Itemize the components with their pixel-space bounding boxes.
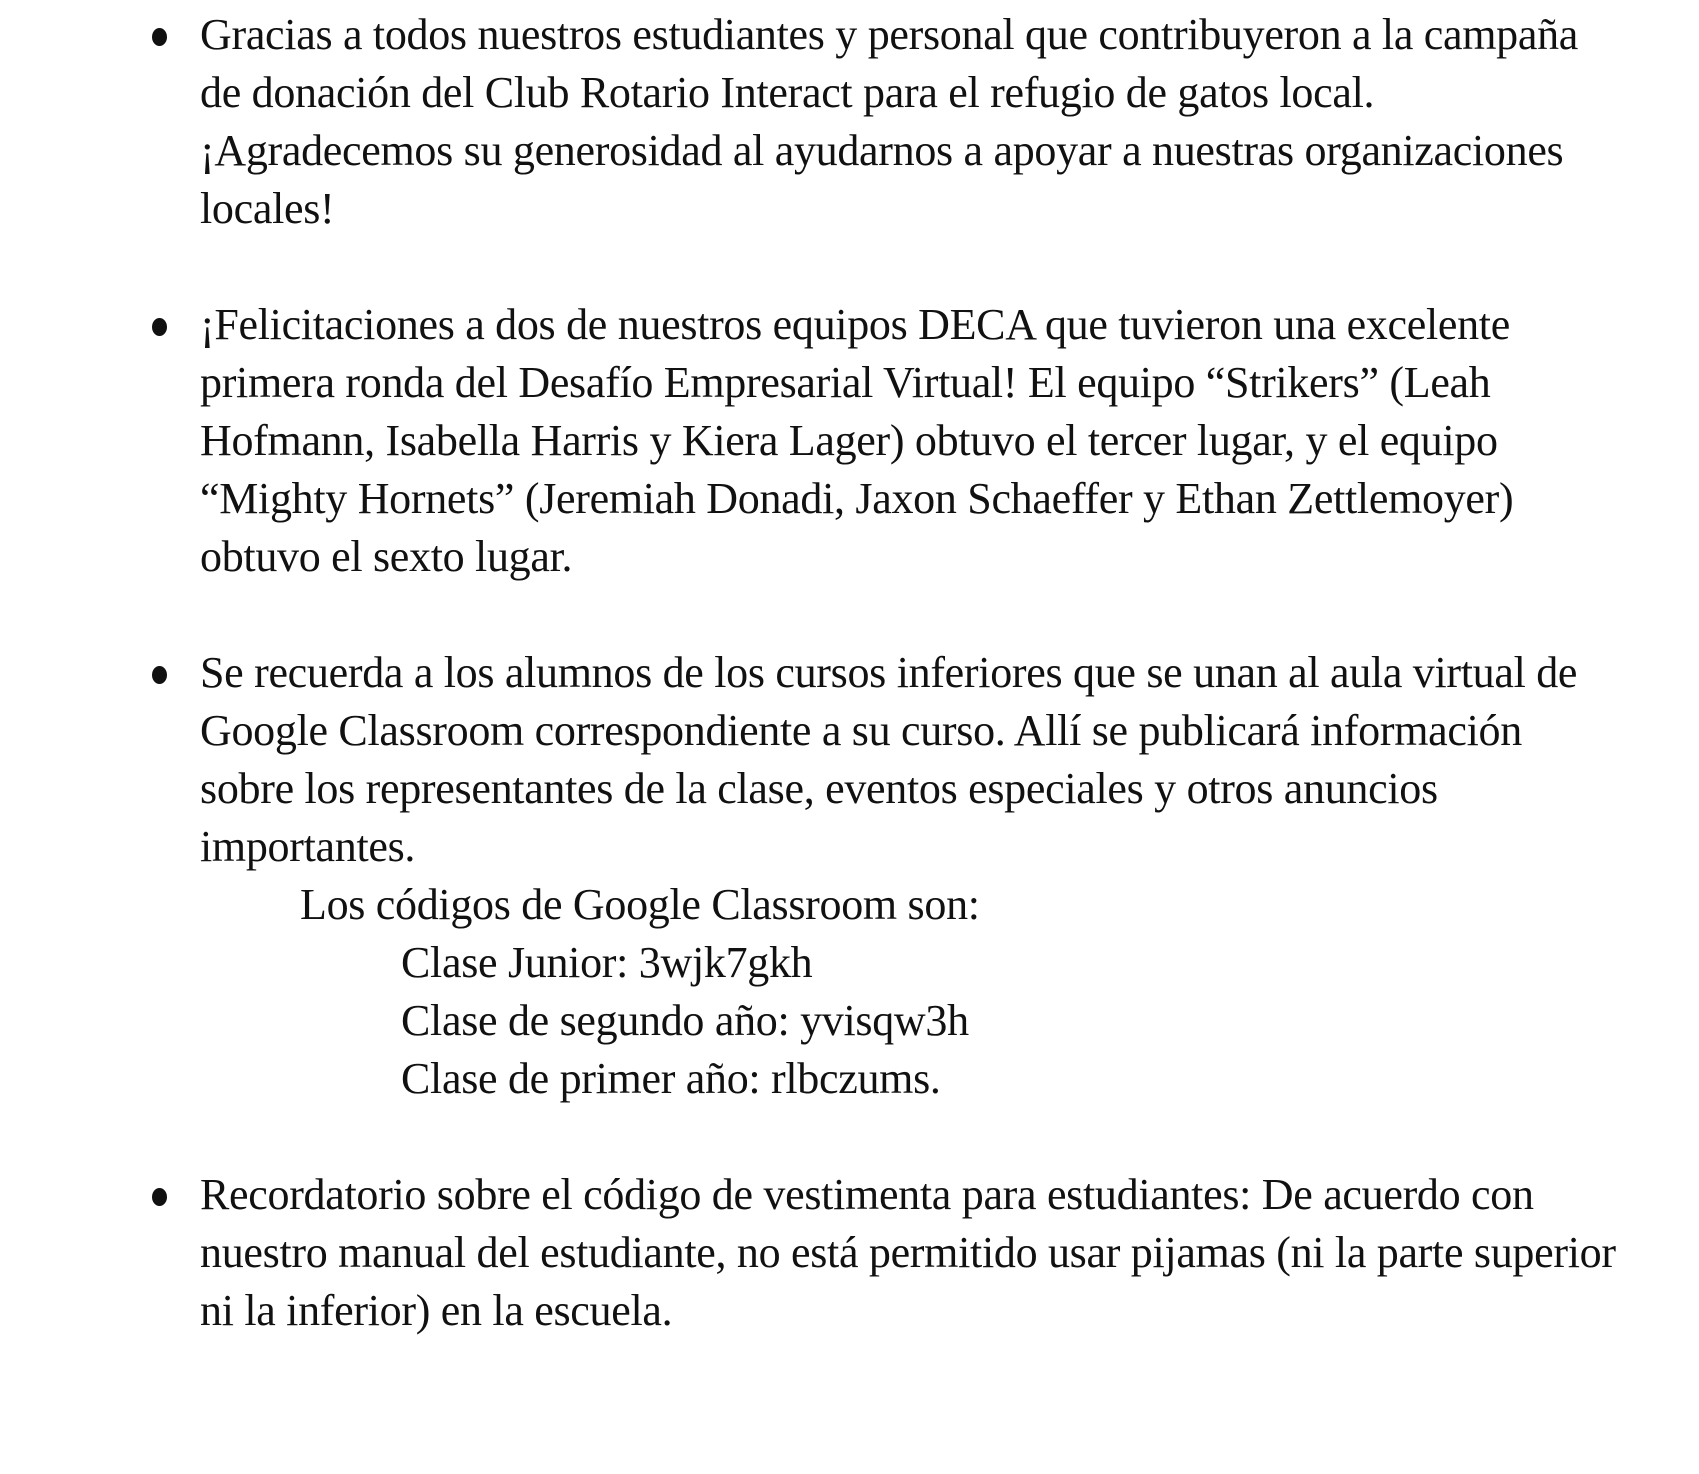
- classroom-codes-list: [200, 934, 1620, 1108]
- announcement-item-classroom: [150, 644, 1620, 1108]
- announcement-text: Gracias a todos nuestros estudiantes y personal que contribuyeron a la campaña de donación del Club Rotario Interact para el refugio de gatos local. ¡Agradecemos su generosidad al ayudarnos a apoyar a nuestras organizaciones locales!: [200, 10, 1579, 233]
- announcement-item-deca: [150, 296, 1620, 586]
- announcement-list: [150, 6, 1620, 1340]
- classroom-code-sophomore: Clase de segundo año: yvisqw3h: [401, 996, 969, 1045]
- classroom-codes-intro: Los códigos de Google Classroom son:: [300, 880, 980, 929]
- bullet-icon: [152, 28, 167, 46]
- bullet-icon: [152, 666, 167, 684]
- announcement-item-dress-code: [150, 1166, 1620, 1340]
- announcement-text: Se recuerda a los alumnos de los cursos inferiores que se unan al aula virtual de Google Classroom correspondiente a su curso. Allí se publicará información sobre los representantes de la clase, eventos especiales y otros anuncios importantes.: [200, 648, 1578, 871]
- bullet-icon: [152, 318, 167, 336]
- classroom-code-freshman: Clase de primer año: rlbczums.: [401, 1054, 941, 1103]
- announcement-text: ¡Felicitaciones a dos de nuestros equipos DECA que tuvieron una excelente primera ronda del Desafío Empresarial Virtual! El equipo “Strikers” (Leah Hofmann, Isabella Harris y Kiera Lager) obtuvo el tercer lugar, y el equipo “Mighty Hornets” (Jeremiah Donadi, Jaxon Schaeffer y Ethan Zettlemoyer) obtuvo el sexto lugar.: [200, 300, 1514, 581]
- announcement-item-donation: [150, 6, 1620, 238]
- announcement-text: Recordatorio sobre el código de vestimenta para estudiantes: De acuerdo con nuestro manual del estudiante, no está permitido usar pijamas (ni la parte superior ni la inferior) en la escuela.: [200, 1170, 1616, 1335]
- classroom-code-junior: Clase Junior: 3wjk7gkh: [401, 938, 813, 987]
- bullet-icon: [152, 1188, 167, 1206]
